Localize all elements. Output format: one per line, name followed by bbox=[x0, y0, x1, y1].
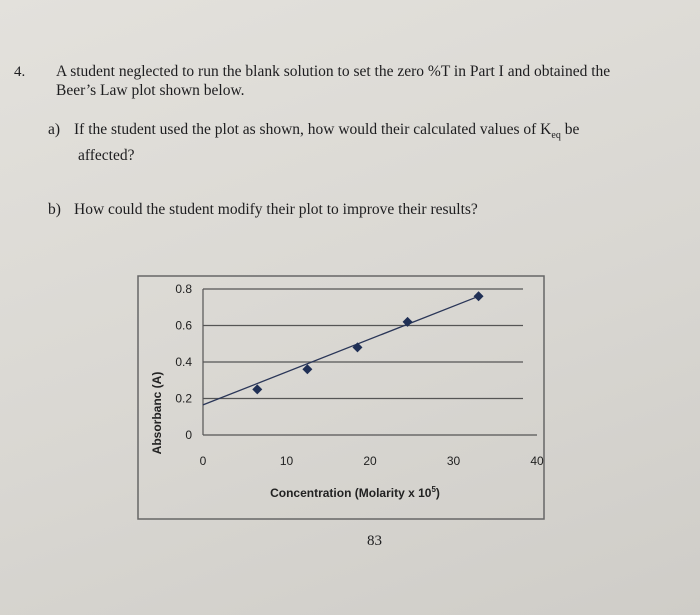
part-b-text: How could the student modify their plot to improve their results? bbox=[74, 201, 478, 218]
question-number: 4. bbox=[14, 64, 26, 80]
part-a bbox=[48, 120, 688, 166]
y-tick-label: 0.4 bbox=[175, 355, 192, 369]
data-point bbox=[252, 384, 262, 394]
y-axis-label: Absorbanc (A) bbox=[150, 371, 164, 455]
x-tick-label: 0 bbox=[199, 454, 207, 468]
part-b bbox=[48, 200, 648, 220]
part-b-label: b) bbox=[48, 201, 61, 218]
part-a-text: If the student used the plot as shown, how would their calculated values of K bbox=[74, 121, 552, 138]
y-tick-label: 0.8 bbox=[175, 282, 192, 296]
y-tick-label: 0.2 bbox=[175, 391, 192, 406]
part-a-label: a) bbox=[48, 121, 61, 138]
x-tick-label: 10 bbox=[279, 454, 294, 468]
y-tick-label: 0 bbox=[185, 428, 192, 442]
x-tick-label: 30 bbox=[446, 454, 461, 468]
x-tick-label: 20 bbox=[363, 454, 377, 468]
page-number: 83 bbox=[367, 533, 382, 549]
chart bbox=[137, 275, 547, 521]
part-a-text-end: be bbox=[560, 121, 580, 138]
part-a-continuation: affected? bbox=[78, 147, 135, 165]
x-axis-label bbox=[270, 485, 440, 500]
question-stem-line-1: A student neglected to run the blank solution to set the zero %T in Part I and obtained the bbox=[56, 63, 611, 80]
question-stem-line-2: Beer’s Law plot shown below. bbox=[56, 82, 245, 99]
x-axis-label-main: Concentration (Molarity x 10 bbox=[270, 486, 432, 500]
part-a-subscript: eq bbox=[551, 130, 561, 142]
chart-border bbox=[138, 276, 544, 519]
x-axis-label-close: ) bbox=[435, 486, 440, 500]
chart-svg bbox=[137, 275, 547, 521]
question-stem bbox=[56, 62, 686, 100]
data-point bbox=[352, 342, 362, 352]
x-axis-label-sup: 5 bbox=[431, 485, 436, 494]
trendline bbox=[203, 296, 479, 405]
data-point bbox=[474, 291, 484, 301]
y-tick-label: 0.6 bbox=[175, 318, 192, 333]
x-tick-label: 40 bbox=[530, 454, 544, 468]
